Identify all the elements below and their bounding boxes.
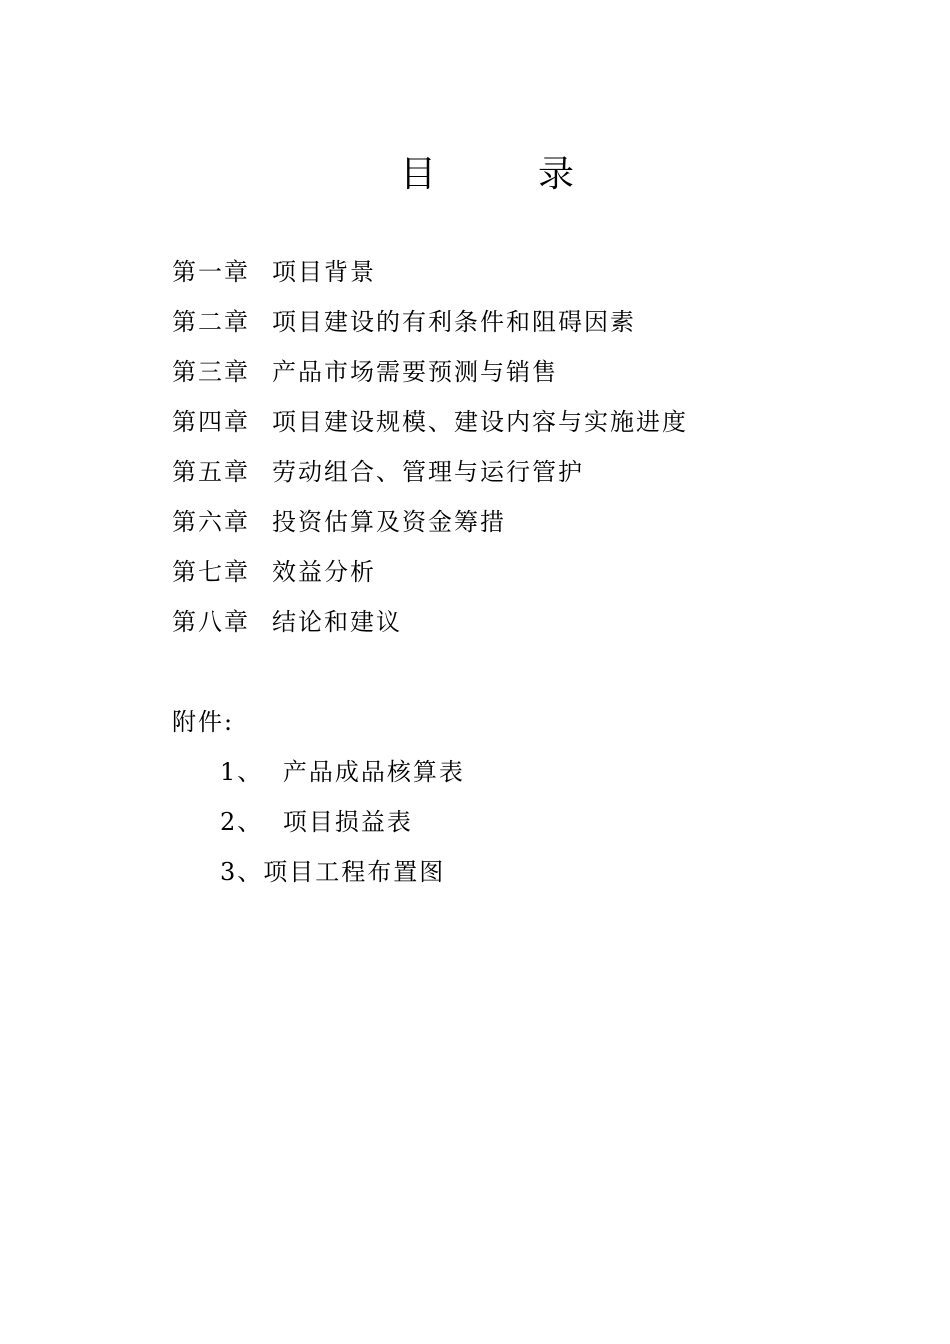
chapter-title: 结论和建议	[272, 608, 402, 636]
chapter-title: 项目建设的有利条件和阻碍因素	[272, 308, 636, 336]
attachments-list	[220, 750, 465, 900]
chapter-title: 项目建设规模、建设内容与实施进度	[272, 408, 688, 436]
toc-entry-chapter-6	[172, 500, 872, 550]
title-char-1: 目	[400, 154, 437, 195]
toc-entry-chapter-1	[172, 250, 872, 300]
chapter-title: 劳动组合、管理与运行管护	[272, 458, 584, 486]
title-char-2: 录	[538, 154, 575, 195]
toc-entry-chapter-5	[172, 450, 872, 500]
attachment-index: 2、	[220, 808, 264, 836]
chapter-number: 第三章	[172, 358, 250, 386]
attachment-index: 1、	[220, 758, 264, 786]
attachments-heading: 附件:	[172, 708, 235, 736]
chapter-number: 第六章	[172, 508, 250, 536]
chapter-title: 项目背景	[272, 258, 376, 286]
page-title	[0, 150, 950, 200]
chapter-title: 效益分析	[272, 558, 376, 586]
chapter-number: 第五章	[172, 458, 250, 486]
chapter-number: 第七章	[172, 558, 250, 586]
toc-entry-chapter-3	[172, 350, 872, 400]
chapter-title: 投资估算及资金筹措	[272, 508, 506, 536]
attachment-item-2	[220, 800, 465, 850]
attachment-title: 项目损益表	[282, 808, 413, 836]
attachment-item-1	[220, 750, 465, 800]
chapter-title: 产品市场需要预测与销售	[272, 358, 558, 386]
toc-entry-chapter-2	[172, 300, 872, 350]
toc-entry-chapter-4	[172, 400, 872, 450]
chapter-number: 第二章	[172, 308, 250, 336]
chapter-number: 第四章	[172, 408, 250, 436]
chapter-number: 第一章	[172, 258, 250, 286]
attachment-title: 项目工程布置图	[263, 858, 446, 886]
attachment-title: 产品成品核算表	[282, 758, 465, 786]
chapter-number: 第八章	[172, 608, 250, 636]
attachment-item-3	[220, 850, 465, 900]
table-of-contents	[172, 250, 872, 650]
toc-entry-chapter-8	[172, 600, 872, 650]
toc-entry-chapter-7	[172, 550, 872, 600]
attachment-index: 3、	[220, 858, 264, 886]
